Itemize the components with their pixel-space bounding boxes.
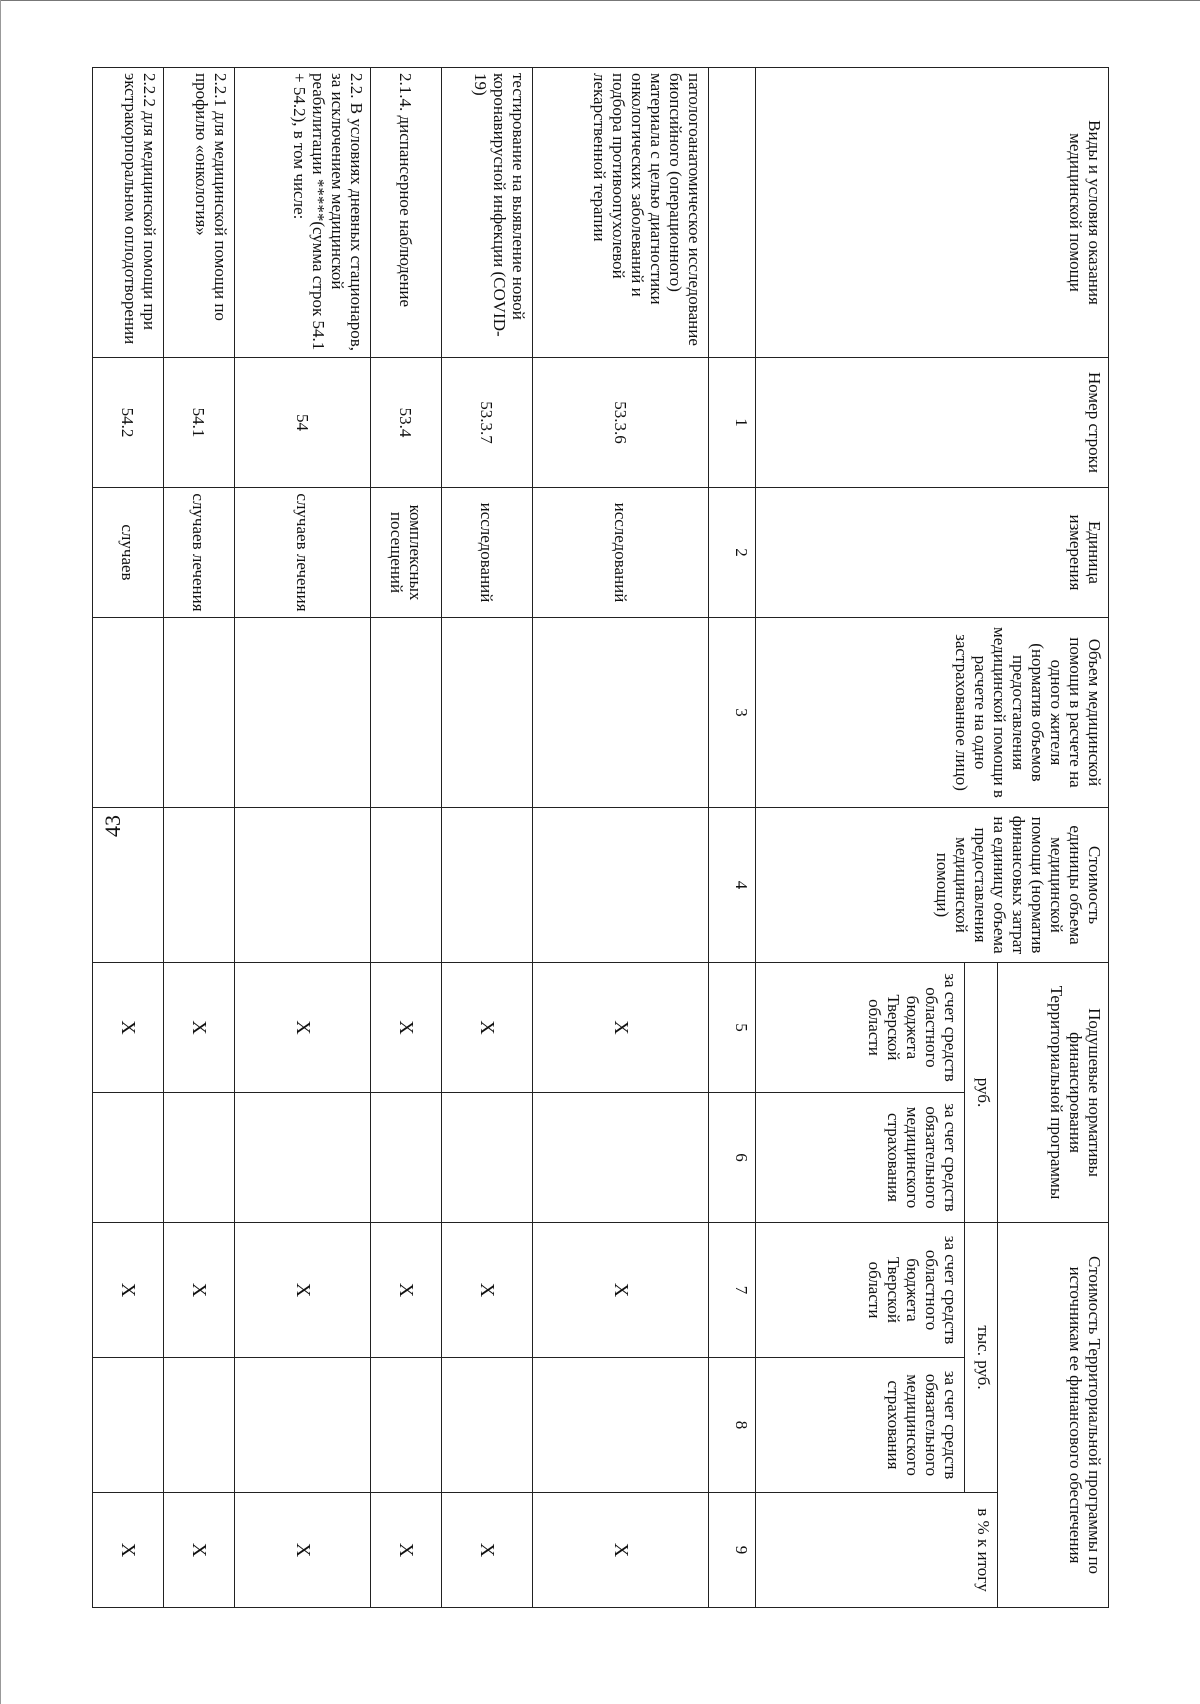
row-percent-total: X <box>442 1493 533 1608</box>
row-norm-oms <box>533 1093 709 1223</box>
row-cost-regional: X <box>442 1223 533 1358</box>
row-norm-oms <box>442 1093 533 1223</box>
scan-edge-top <box>0 0 1200 1</box>
tariff-table <box>92 67 1109 1608</box>
row-norm-regional: X <box>164 963 235 1093</box>
header-unit-rub: руб. <box>965 963 998 1223</box>
row-unit-cost <box>442 808 533 963</box>
row-unit: исследований <box>533 488 709 618</box>
row-unit-cost <box>164 808 235 963</box>
table-row <box>371 68 442 1608</box>
row-cost-regional: X <box>533 1223 709 1358</box>
row-unit: случаев лечения <box>235 488 371 618</box>
row-unit: комплексных посещений <box>371 488 442 618</box>
row-label: 2.1.4. диспансерное наблюдение <box>371 68 442 358</box>
row-cost-oms <box>442 1358 533 1493</box>
row-volume <box>164 618 235 808</box>
header-unit-thousand-rub: тыс. руб. <box>965 1223 998 1493</box>
row-cost-regional: X <box>235 1223 371 1358</box>
header-cost-oms: за счет средств обязательного медицинского страхования <box>756 1358 965 1493</box>
header-cost-regional-budget: за счет средств областного бюджета Тверской области <box>756 1223 965 1358</box>
row-line-number: 53.3.7 <box>442 358 533 488</box>
row-norm-regional: X <box>371 963 442 1093</box>
header-row <box>998 68 1109 1608</box>
header-line-number: Номер строки <box>756 358 1109 488</box>
header-per-capita-norms: Подушевые нормативы финансирования Территориальной программы <box>998 963 1109 1223</box>
row-volume <box>235 618 371 808</box>
header-norm-regional-budget: за счет средств областного бюджета Тверской области <box>756 963 965 1093</box>
column-number: 1 <box>709 358 756 488</box>
row-norm-oms <box>164 1093 235 1223</box>
row-percent-total: X <box>164 1493 235 1608</box>
row-cost-oms <box>93 1358 164 1493</box>
row-cost-oms <box>371 1358 442 1493</box>
row-cost-oms <box>164 1358 235 1493</box>
column-number-row <box>709 68 756 1608</box>
row-norm-regional: X <box>93 963 164 1093</box>
row-unit-cost <box>93 808 164 963</box>
row-line-number: 53.3.6 <box>533 358 709 488</box>
row-percent-total: X <box>235 1493 371 1608</box>
row-label: тестирование на выявление новой коронавирусной инфекции (COVID-19) <box>442 68 533 358</box>
row-volume <box>533 618 709 808</box>
header-types: Виды и условия оказания медицинской помощи <box>756 68 1109 358</box>
row-unit: случаев <box>93 488 164 618</box>
table-row <box>235 68 371 1608</box>
row-norm-oms <box>93 1093 164 1223</box>
page-number: 43 <box>100 815 125 837</box>
header-unit: Единица измерения <box>756 488 1109 618</box>
row-label: 2.2.2 для медицинской помощи при экстракорпоральном оплодотворении <box>93 68 164 358</box>
column-number: 9 <box>709 1493 756 1608</box>
table-row <box>533 68 709 1608</box>
header-program-cost: Стоимость Территориальной программы по источникам ее финансового обеспечения <box>998 1223 1109 1608</box>
header-volume: Объем медицинской помощи в расчете на одного жителя (норматив объемов предоставления медицинской помощи в расчете на одно застрахованное лицо) <box>756 618 1109 808</box>
rotated-page-content <box>117 67 1109 1607</box>
column-number: 2 <box>709 488 756 618</box>
row-percent-total: X <box>93 1493 164 1608</box>
row-norm-regional: X <box>442 963 533 1093</box>
header-unit-cost: Стоимость единицы объема медицинской помощи (норматив финансовых затрат на единицу объема предоставления медицинской помощи) <box>756 808 1109 963</box>
row-cost-regional: X <box>93 1223 164 1358</box>
row-volume <box>371 618 442 808</box>
column-number <box>709 68 756 358</box>
row-cost-oms <box>533 1358 709 1493</box>
row-line-number: 54 <box>235 358 371 488</box>
row-unit: исследований <box>442 488 533 618</box>
column-number: 8 <box>709 1358 756 1493</box>
column-number: 5 <box>709 963 756 1093</box>
table-row <box>164 68 235 1608</box>
row-volume <box>93 618 164 808</box>
row-norm-regional: X <box>235 963 371 1093</box>
row-cost-oms <box>235 1358 371 1493</box>
scan-edge-left <box>0 0 1 1704</box>
row-label: 2.2. В условиях дневных стационаров, за исключением медицинской реабилитации *****(сумма строк 54.1 + 54.2), в том числе: <box>235 68 371 358</box>
row-label: патологоанатомическое исследование биопсийного (операционного) материала с целью диагностики онкологических заболеваний и подбора противоопухолевой лекарственной терапии <box>533 68 709 358</box>
row-percent-total: X <box>371 1493 442 1608</box>
row-line-number: 54.1 <box>164 358 235 488</box>
row-norm-regional: X <box>533 963 709 1093</box>
table-row <box>93 68 164 1608</box>
column-number: 6 <box>709 1093 756 1223</box>
row-unit-cost <box>371 808 442 963</box>
row-cost-regional: X <box>371 1223 442 1358</box>
row-unit-cost <box>235 808 371 963</box>
header-norm-oms: за счет средств обязательного медицинского страхования <box>756 1093 965 1223</box>
row-volume <box>442 618 533 808</box>
row-percent-total: X <box>533 1493 709 1608</box>
row-norm-oms <box>235 1093 371 1223</box>
row-line-number: 54.2 <box>93 358 164 488</box>
row-cost-regional: X <box>164 1223 235 1358</box>
column-number: 7 <box>709 1223 756 1358</box>
row-line-number: 53.4 <box>371 358 442 488</box>
row-unit: случаев лечения <box>164 488 235 618</box>
table-row <box>442 68 533 1608</box>
row-label: 2.2.1 для медицинской помощи по профилю «онкология» <box>164 68 235 358</box>
column-number: 4 <box>709 808 756 963</box>
row-unit-cost <box>533 808 709 963</box>
row-norm-oms <box>371 1093 442 1223</box>
column-number: 3 <box>709 618 756 808</box>
header-percent-total: в % к итогу <box>756 1493 998 1608</box>
